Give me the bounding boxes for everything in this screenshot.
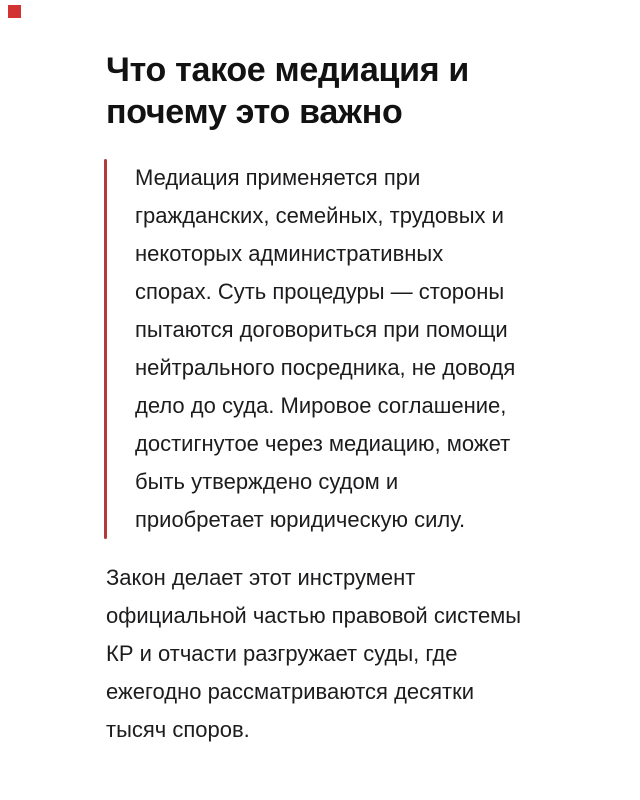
quote-line: спорах. Суть процедуры — стороны	[135, 279, 505, 304]
quote-line: быть утверждено судом и	[135, 469, 399, 494]
quote-text	[107, 159, 515, 539]
quote-line: гражданских, семейных, трудовых и	[135, 203, 504, 228]
quote-line: Медиация применяется при	[135, 165, 421, 190]
paragraph-line: ежегодно рассматриваются десятки	[106, 679, 475, 704]
page-title-line: почему это важно	[106, 93, 403, 131]
quote-line: дело до суда. Мировое соглашение,	[135, 393, 507, 418]
quote-line: пытаются договориться при помощи	[135, 317, 508, 342]
page-title-line: Что такое медиация и	[106, 51, 470, 89]
page-title	[106, 49, 582, 133]
blockquote	[104, 159, 582, 539]
quote-line: достигнутое через медиацию, может	[135, 431, 511, 456]
quote-line: приобретает юридическую силу.	[135, 507, 466, 532]
quote-line: нейтрального посредника, не доводя	[135, 355, 516, 380]
paragraph-line: официальной частью правовой системы	[106, 603, 522, 628]
closing-paragraph	[106, 559, 582, 749]
quote-line: некоторых административных	[135, 241, 444, 266]
paragraph-line: тысяч споров.	[106, 717, 250, 742]
paragraph-line: КР и отчасти разгружает суды, где	[106, 641, 458, 666]
red-marker-square	[8, 5, 21, 18]
paragraph-line: Закон делает этот инструмент	[106, 565, 416, 590]
